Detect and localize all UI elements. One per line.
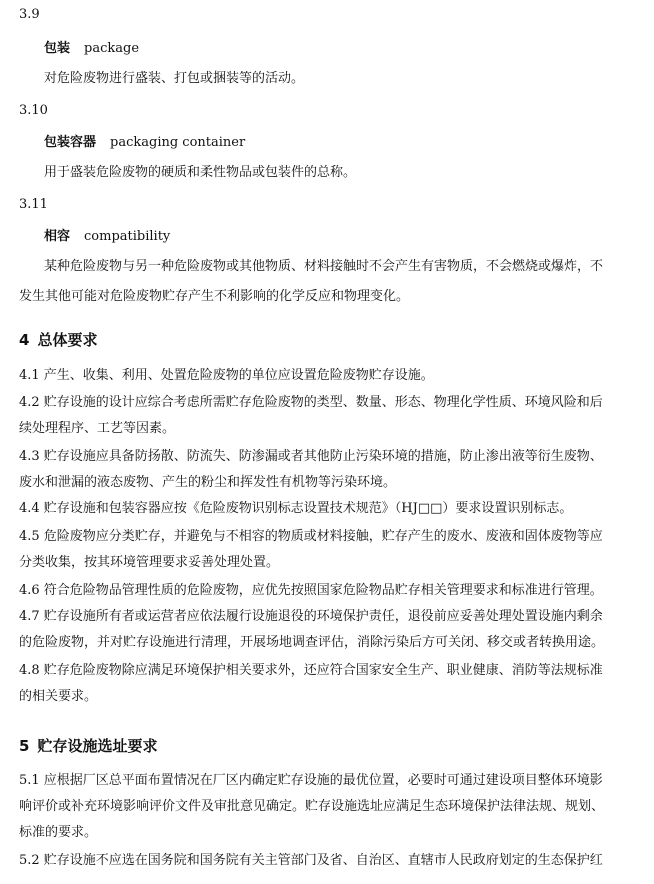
definition-text: 发生其他可能对危险废物贮存产生不利影响的化学反应和物理变化。 <box>19 289 410 304</box>
paragraph-line: 响评价或补充环境影响评价文件及审批意见确定。贮存设施选址应满足生态环境保护法律法规、规划、 <box>19 799 605 814</box>
paragraph-line: 续处理程序、工艺等因素。 <box>19 421 176 436</box>
term-chinese: 包装容器 <box>44 135 97 150</box>
paragraph-line: 4.2 贮存设施的设计应综合考虑所需贮存危险废物的类型、数量、形态、物理化学性质、环境风险和后 <box>19 395 603 410</box>
paragraph-line: 的相关要求。 <box>19 689 98 704</box>
definition-text: 某种危险废物与另一种危险废物或其他物质、材料接触时不会产生有害物质，不会燃烧或爆炸，不 <box>44 259 604 274</box>
definition-text: 用于盛装危险废物的硬质和柔性物品或包装件的总称。 <box>44 165 357 180</box>
paragraph-line: 废水和泄漏的液态废物、产生的粉尘和挥发性有机物等污染环境。 <box>19 475 397 490</box>
paragraph-line: 的危险废物，并对贮存设施进行清理，开展场地调查评估，消除污染后方可关闭、移交或者转换用途。 <box>19 635 605 650</box>
definition-term-3-9 <box>44 40 139 58</box>
definition-term-3-11 <box>44 228 170 246</box>
term-english: package <box>84 41 140 56</box>
paragraph-line: 分类收集，按其环境管理要求妥善处理处置。 <box>19 555 280 570</box>
paragraph-line: 4.4 贮存设施和包装容器应按《危险废物识别标志设置技术规范》（HJ□□）要求设置识别标志。 <box>19 501 573 516</box>
paragraph-line: 4.5 危险废物应分类贮存，并避免与不相容的物质或材料接触，贮存产生的废水、废液和固体废物等应 <box>19 529 603 544</box>
paragraph-line: 4.6 符合危险物品管理性质的危险废物，应优先按照国家危险物品贮存相关管理要求和标准进行管理。 <box>19 583 603 598</box>
paragraph-line: 标准的要求。 <box>19 825 98 840</box>
section-number: 5 <box>19 737 30 755</box>
definition-term-3-10 <box>44 134 245 152</box>
term-english: compatibility <box>84 229 171 244</box>
paragraph-line: 5.1 应根据厂区总平面布置情况在厂区内确定贮存设施的最优位置，必要时可通过建设项目整体环境影 <box>19 773 603 788</box>
paragraph-line: 4.3 贮存设施应具备防扬散、防流失、防渗漏或者其他防止污染环境的措施，防止渗出液等衍生废物、 <box>19 449 603 464</box>
paragraph-line: 4.1 产生、收集、利用、处置危险废物的单位应设置危险废物贮存设施。 <box>19 368 434 383</box>
clause-number-3-9: 3.9 <box>19 7 40 22</box>
clause-number-3-10: 3.10 <box>19 103 48 118</box>
section-heading-4 <box>19 330 97 350</box>
section-heading-5 <box>19 736 157 756</box>
term-chinese: 相容 <box>44 229 71 244</box>
section-number: 4 <box>19 331 30 349</box>
paragraph-line: 4.8 贮存危险废物除应满足环境保护相关要求外，还应符合国家安全生产、职业健康、消防等法规标准 <box>19 663 603 678</box>
section-title: 总体要求 <box>37 331 98 349</box>
clause-number-3-11: 3.11 <box>19 197 48 212</box>
paragraph-line: 5.2 贮存设施不应选在国务院和国务院有关主管部门及省、自治区、直辖市人民政府划定的生态保护红 <box>19 853 603 868</box>
term-english: packaging container <box>110 135 246 150</box>
term-chinese: 包装 <box>44 41 71 56</box>
section-title: 贮存设施选址要求 <box>37 737 158 755</box>
definition-text: 对危险废物进行盛装、打包或捆装等的活动。 <box>44 71 305 86</box>
paragraph-line: 4.7 贮存设施所有者或运营者应依法履行设施退役的环境保护责任，退役前应妥善处理处置设施内剩余 <box>19 609 603 624</box>
